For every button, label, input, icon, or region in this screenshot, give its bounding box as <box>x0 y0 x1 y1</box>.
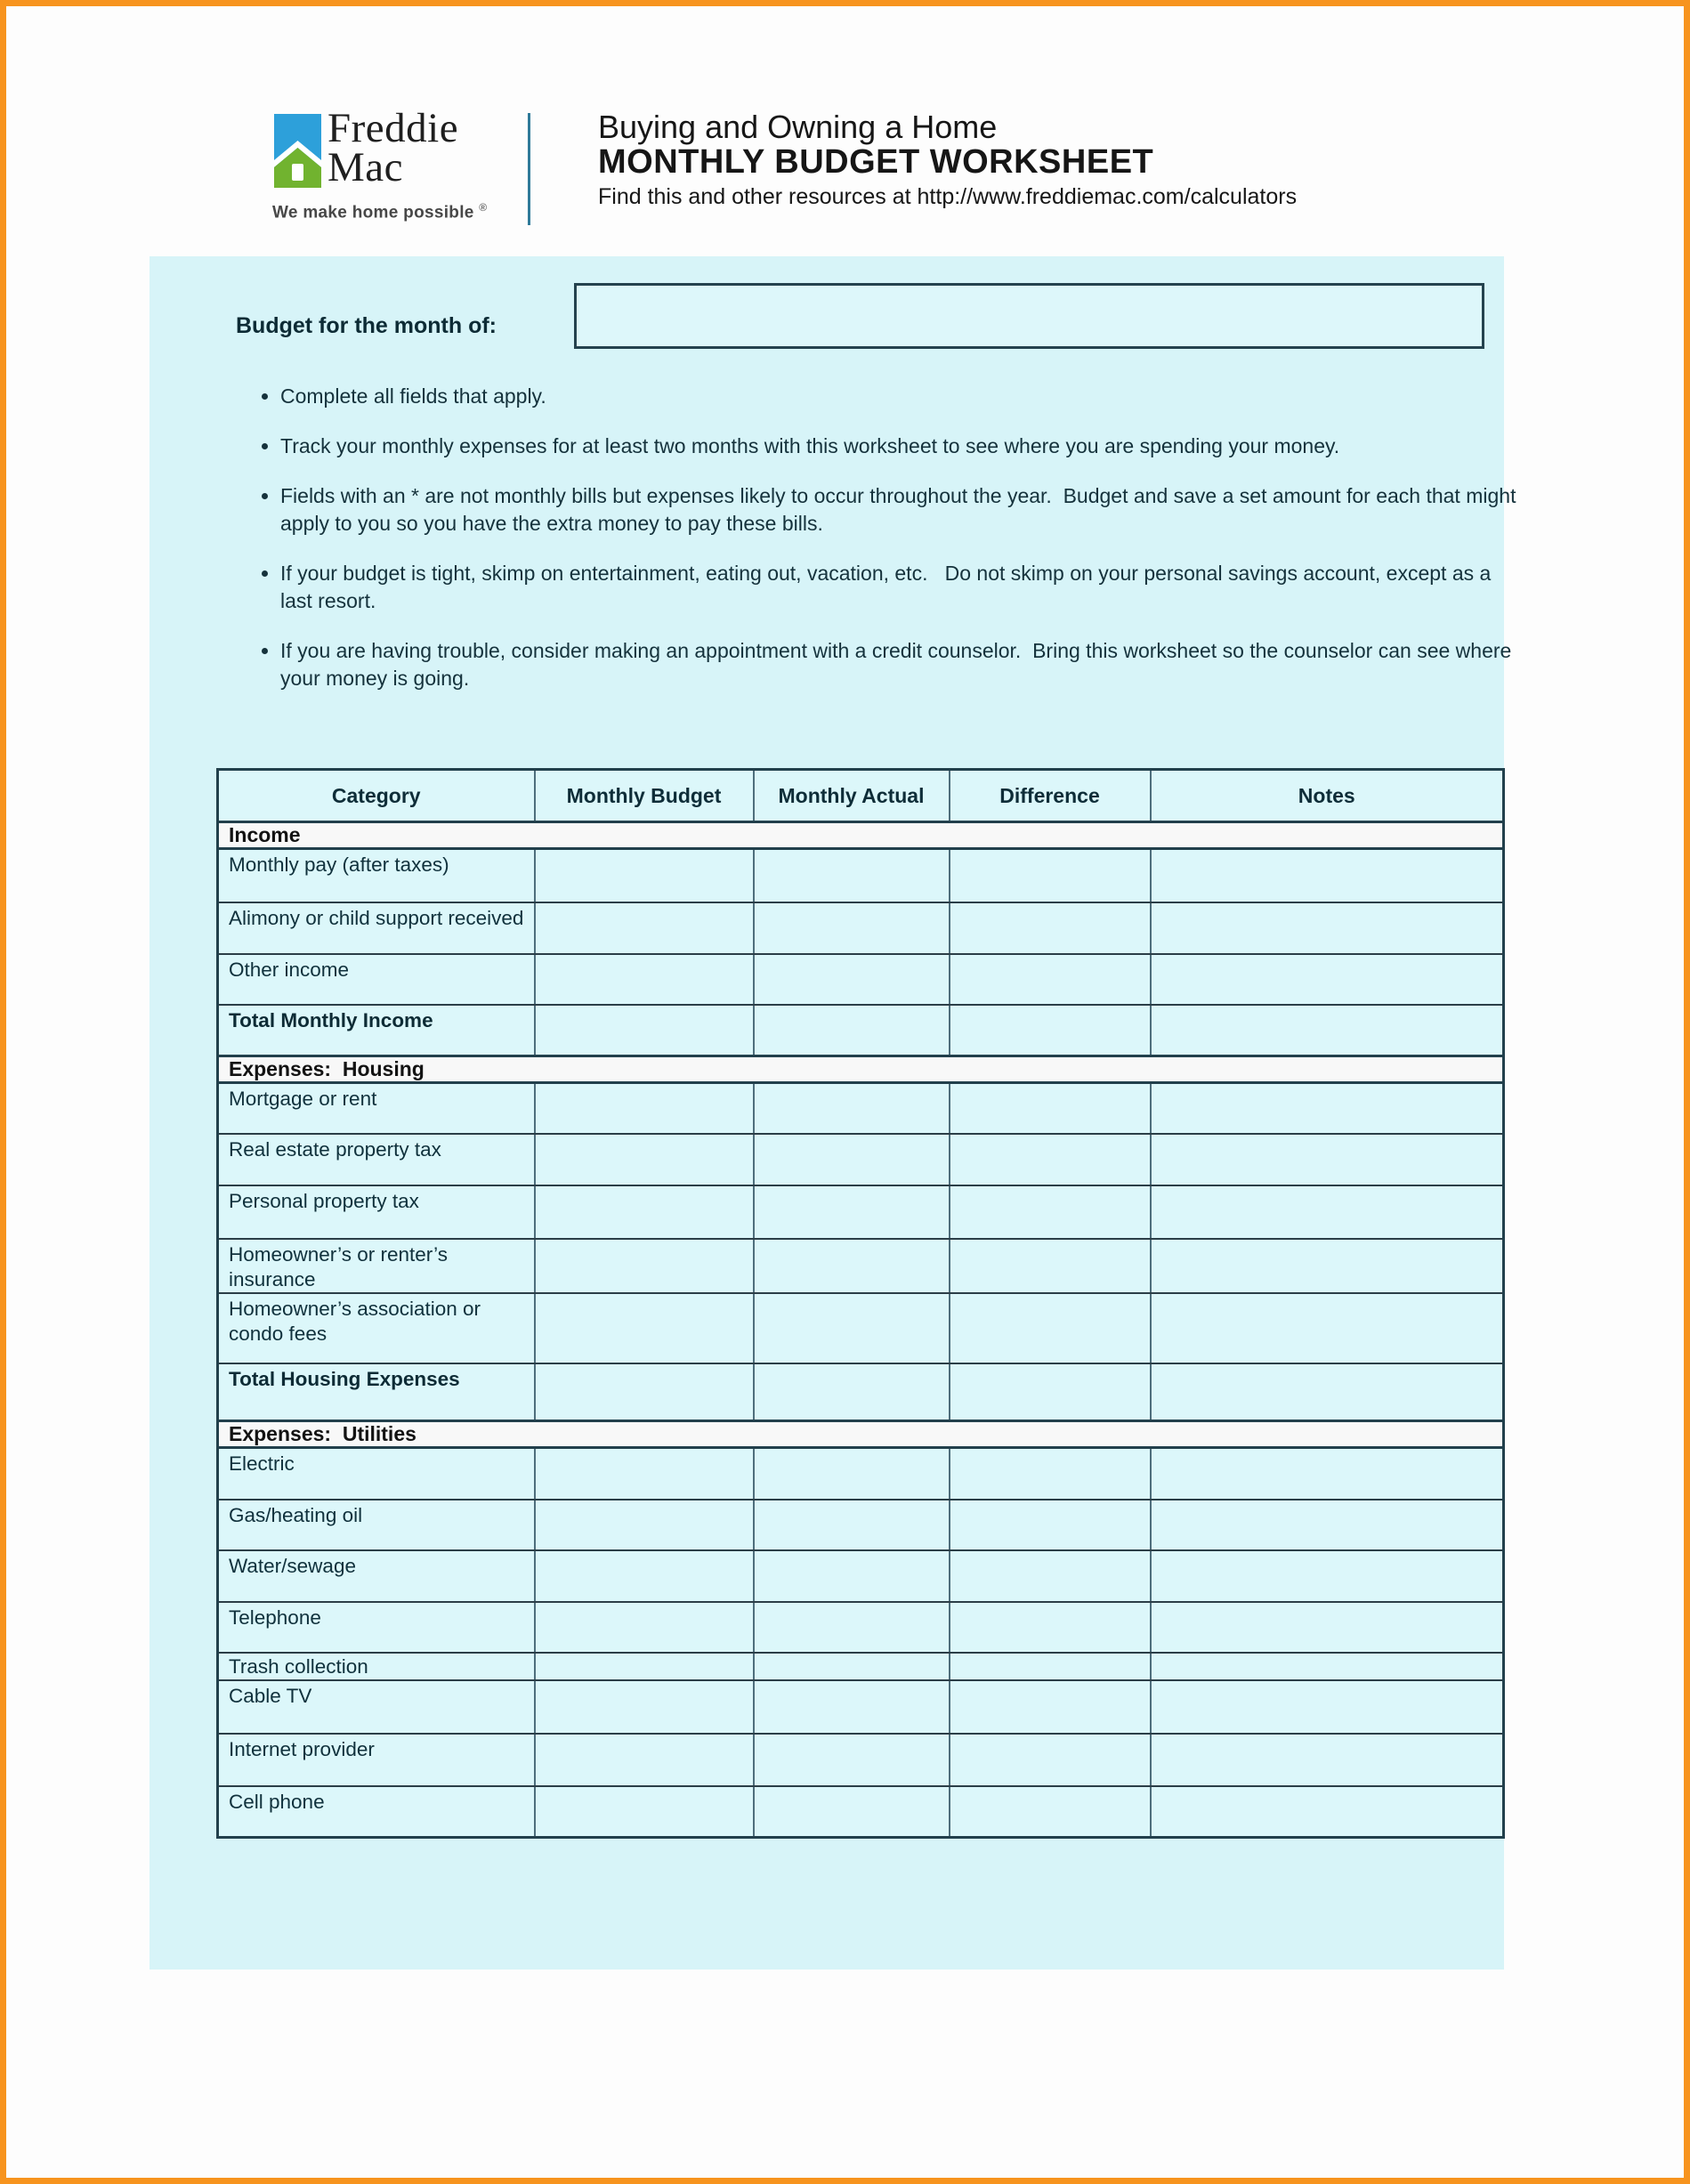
monthly-budget-cell[interactable] <box>535 1185 754 1239</box>
notes-cell[interactable] <box>1151 1083 1504 1134</box>
monthly-budget-cell[interactable] <box>535 1083 754 1134</box>
section-row-housing <box>218 1056 1504 1083</box>
month-input[interactable] <box>574 283 1484 349</box>
category-cell: Cell phone <box>218 1786 535 1838</box>
col-header-difference: Difference <box>950 770 1151 822</box>
table-row <box>218 1786 1504 1838</box>
resources-url-line: Find this and other resources at http://www.freddiemac.com/calculators <box>598 184 1298 209</box>
category-cell: Alimony or child support received <box>218 902 535 954</box>
difference-cell[interactable] <box>950 902 1151 954</box>
table-row <box>218 849 1504 902</box>
notes-cell[interactable] <box>1151 954 1504 1005</box>
category-cell: Gas/heating oil <box>218 1500 535 1550</box>
category-cell: Cable TV <box>218 1680 535 1734</box>
total-row-income <box>218 1005 1504 1056</box>
difference-cell[interactable] <box>950 1680 1151 1734</box>
monthly-budget-cell[interactable] <box>535 1734 754 1786</box>
table-row <box>218 1653 1504 1680</box>
budget-table <box>216 768 1505 1839</box>
monthly-actual-cell[interactable] <box>754 1134 950 1185</box>
table-row <box>218 1134 1504 1185</box>
monthly-budget-cell[interactable] <box>535 1448 754 1500</box>
instruction-item: • Complete all fields that apply. <box>280 383 1526 410</box>
instructions-list <box>254 383 1526 715</box>
logo-door <box>292 164 303 181</box>
notes-cell[interactable] <box>1151 1363 1504 1421</box>
monthly-actual-cell[interactable] <box>754 1239 950 1293</box>
notes-cell[interactable] <box>1151 1653 1504 1680</box>
notes-cell[interactable] <box>1151 1005 1504 1056</box>
notes-cell[interactable] <box>1151 1786 1504 1838</box>
document-title: MONTHLY BUDGET WORKSHEET <box>598 143 1154 181</box>
table-row <box>218 1293 1504 1363</box>
category-cell: Electric <box>218 1448 535 1500</box>
col-header-notes: Notes <box>1151 770 1504 822</box>
month-label: Budget for the month of: <box>236 313 497 338</box>
monthly-actual-cell[interactable] <box>754 1083 950 1134</box>
monthly-budget-cell[interactable] <box>535 902 754 954</box>
monthly-budget-cell[interactable] <box>535 1786 754 1838</box>
title-block <box>598 109 1297 212</box>
monthly-budget-cell[interactable] <box>535 1653 754 1680</box>
table-row <box>218 1550 1504 1602</box>
monthly-actual-cell[interactable] <box>754 1680 950 1734</box>
section-row-income <box>218 822 1504 849</box>
section-label: Expenses: Housing <box>218 1056 1504 1083</box>
monthly-actual-cell[interactable] <box>754 1653 950 1680</box>
notes-cell[interactable] <box>1151 849 1504 902</box>
table-row <box>218 1448 1504 1500</box>
notes-cell[interactable] <box>1151 1550 1504 1602</box>
category-cell: Water/sewage <box>218 1550 535 1602</box>
monthly-actual-cell[interactable] <box>754 1786 950 1838</box>
monthly-actual-cell[interactable] <box>754 1448 950 1500</box>
notes-cell[interactable] <box>1151 1239 1504 1293</box>
monthly-actual-cell[interactable] <box>754 1734 950 1786</box>
monthly-budget-cell[interactable] <box>535 1239 754 1293</box>
category-cell: Homeowner’s association or condo fees <box>218 1293 535 1363</box>
category-cell: Real estate property tax <box>218 1134 535 1185</box>
difference-cell[interactable] <box>950 1293 1151 1363</box>
table-row <box>218 1500 1504 1550</box>
notes-cell[interactable] <box>1151 1185 1504 1239</box>
difference-cell[interactable] <box>950 1185 1151 1239</box>
category-cell: Internet provider <box>218 1734 535 1786</box>
monthly-actual-cell[interactable] <box>754 902 950 954</box>
category-cell: Personal property tax <box>218 1185 535 1239</box>
registered-mark: ® <box>479 201 488 214</box>
difference-cell[interactable] <box>950 1500 1151 1550</box>
category-cell: Total Monthly Income <box>218 1005 535 1056</box>
category-cell: Mortgage or rent <box>218 1083 535 1134</box>
notes-cell[interactable] <box>1151 1448 1504 1500</box>
notes-cell[interactable] <box>1151 1602 1504 1653</box>
col-header-monthly-actual: Monthly Actual <box>754 770 950 822</box>
notes-cell[interactable] <box>1151 902 1504 954</box>
brand-wordmark <box>327 105 459 190</box>
category-cell: Homeowner’s or renter’s insurance <box>218 1239 535 1293</box>
category-cell: Telephone <box>218 1602 535 1653</box>
category-cell: Trash collection <box>218 1653 535 1680</box>
table-row <box>218 1602 1504 1653</box>
tagline-text: We make home possible <box>272 203 474 222</box>
difference-cell[interactable] <box>950 954 1151 1005</box>
monthly-actual-cell[interactable] <box>754 1550 950 1602</box>
difference-cell[interactable] <box>950 1734 1151 1786</box>
difference-cell[interactable] <box>950 849 1151 902</box>
monthly-budget-cell[interactable] <box>535 1550 754 1602</box>
total-row-housing <box>218 1363 1504 1421</box>
notes-cell[interactable] <box>1151 1734 1504 1786</box>
monthly-budget-cell[interactable] <box>535 849 754 902</box>
table-row <box>218 1083 1504 1134</box>
category-cell: Monthly pay (after taxes) <box>218 849 535 902</box>
difference-cell[interactable] <box>950 1083 1151 1134</box>
section-row-utilities <box>218 1421 1504 1448</box>
monthly-actual-cell[interactable] <box>754 1005 950 1056</box>
monthly-actual-cell[interactable] <box>754 1185 950 1239</box>
header-divider-line <box>528 113 530 225</box>
difference-cell[interactable] <box>950 1653 1151 1680</box>
col-header-category: Category <box>218 770 535 822</box>
difference-cell[interactable] <box>950 1363 1151 1421</box>
difference-cell[interactable] <box>950 1448 1151 1500</box>
instruction-item: • If your budget is tight, skimp on entertainment, eating out, vacation, etc. Do not skimp on your personal savings account, except as a last resort. <box>280 560 1526 615</box>
brand-line1: Freddie <box>327 105 459 151</box>
table-row <box>218 1680 1504 1734</box>
instruction-item: • If you are having trouble, consider making an appointment with a credit counselor. Bring this worksheet so the counselor can see where your money is going. <box>280 637 1526 692</box>
instruction-item: • Fields with an * are not monthly bills but expenses likely to occur throughout the year. Budget and save a set amount for each that might apply to you so you have the extra money to pay these bills. <box>280 482 1526 538</box>
notes-cell[interactable] <box>1151 1500 1504 1550</box>
table-row <box>218 902 1504 954</box>
table-header-row <box>218 770 1504 822</box>
category-cell: Other income <box>218 954 535 1005</box>
notes-cell[interactable] <box>1151 1293 1504 1363</box>
difference-cell[interactable] <box>950 1239 1151 1293</box>
instruction-item: • Track your monthly expenses for at least two months with this worksheet to see where you are spending your money. <box>280 433 1526 460</box>
monthly-actual-cell[interactable] <box>754 1293 950 1363</box>
section-label: Income <box>218 822 1504 849</box>
monthly-budget-cell[interactable] <box>535 1293 754 1363</box>
section-label: Expenses: Utilities <box>218 1421 1504 1448</box>
monthly-actual-cell[interactable] <box>754 954 950 1005</box>
monthly-actual-cell[interactable] <box>754 849 950 902</box>
monthly-budget-cell[interactable] <box>535 1680 754 1734</box>
monthly-budget-cell[interactable] <box>535 954 754 1005</box>
difference-cell[interactable] <box>950 1005 1151 1056</box>
table-row <box>218 954 1504 1005</box>
difference-cell[interactable] <box>950 1786 1151 1838</box>
budget-table-container <box>216 768 1505 1839</box>
monthly-actual-cell[interactable] <box>754 1500 950 1550</box>
table-row <box>218 1734 1504 1786</box>
freddie-mac-house-icon <box>274 114 321 188</box>
monthly-actual-cell[interactable] <box>754 1363 950 1421</box>
monthly-budget-cell[interactable] <box>535 1134 754 1185</box>
notes-cell[interactable] <box>1151 1134 1504 1185</box>
table-row <box>218 1239 1504 1293</box>
monthly-budget-cell[interactable] <box>535 1363 754 1421</box>
category-cell: Total Housing Expenses <box>218 1363 535 1421</box>
difference-cell[interactable] <box>950 1550 1151 1602</box>
table-row <box>218 1185 1504 1239</box>
col-header-monthly-budget: Monthly Budget <box>535 770 754 822</box>
monthly-actual-cell[interactable] <box>754 1602 950 1653</box>
brand-line2: Mac <box>327 144 404 190</box>
brand-tagline <box>272 201 487 222</box>
monthly-budget-cell[interactable] <box>535 1005 754 1056</box>
monthly-budget-cell[interactable] <box>535 1602 754 1653</box>
difference-cell[interactable] <box>950 1134 1151 1185</box>
notes-cell[interactable] <box>1151 1680 1504 1734</box>
difference-cell[interactable] <box>950 1602 1151 1653</box>
monthly-budget-cell[interactable] <box>535 1500 754 1550</box>
document-subtitle: Buying and Owning a Home <box>598 109 998 145</box>
